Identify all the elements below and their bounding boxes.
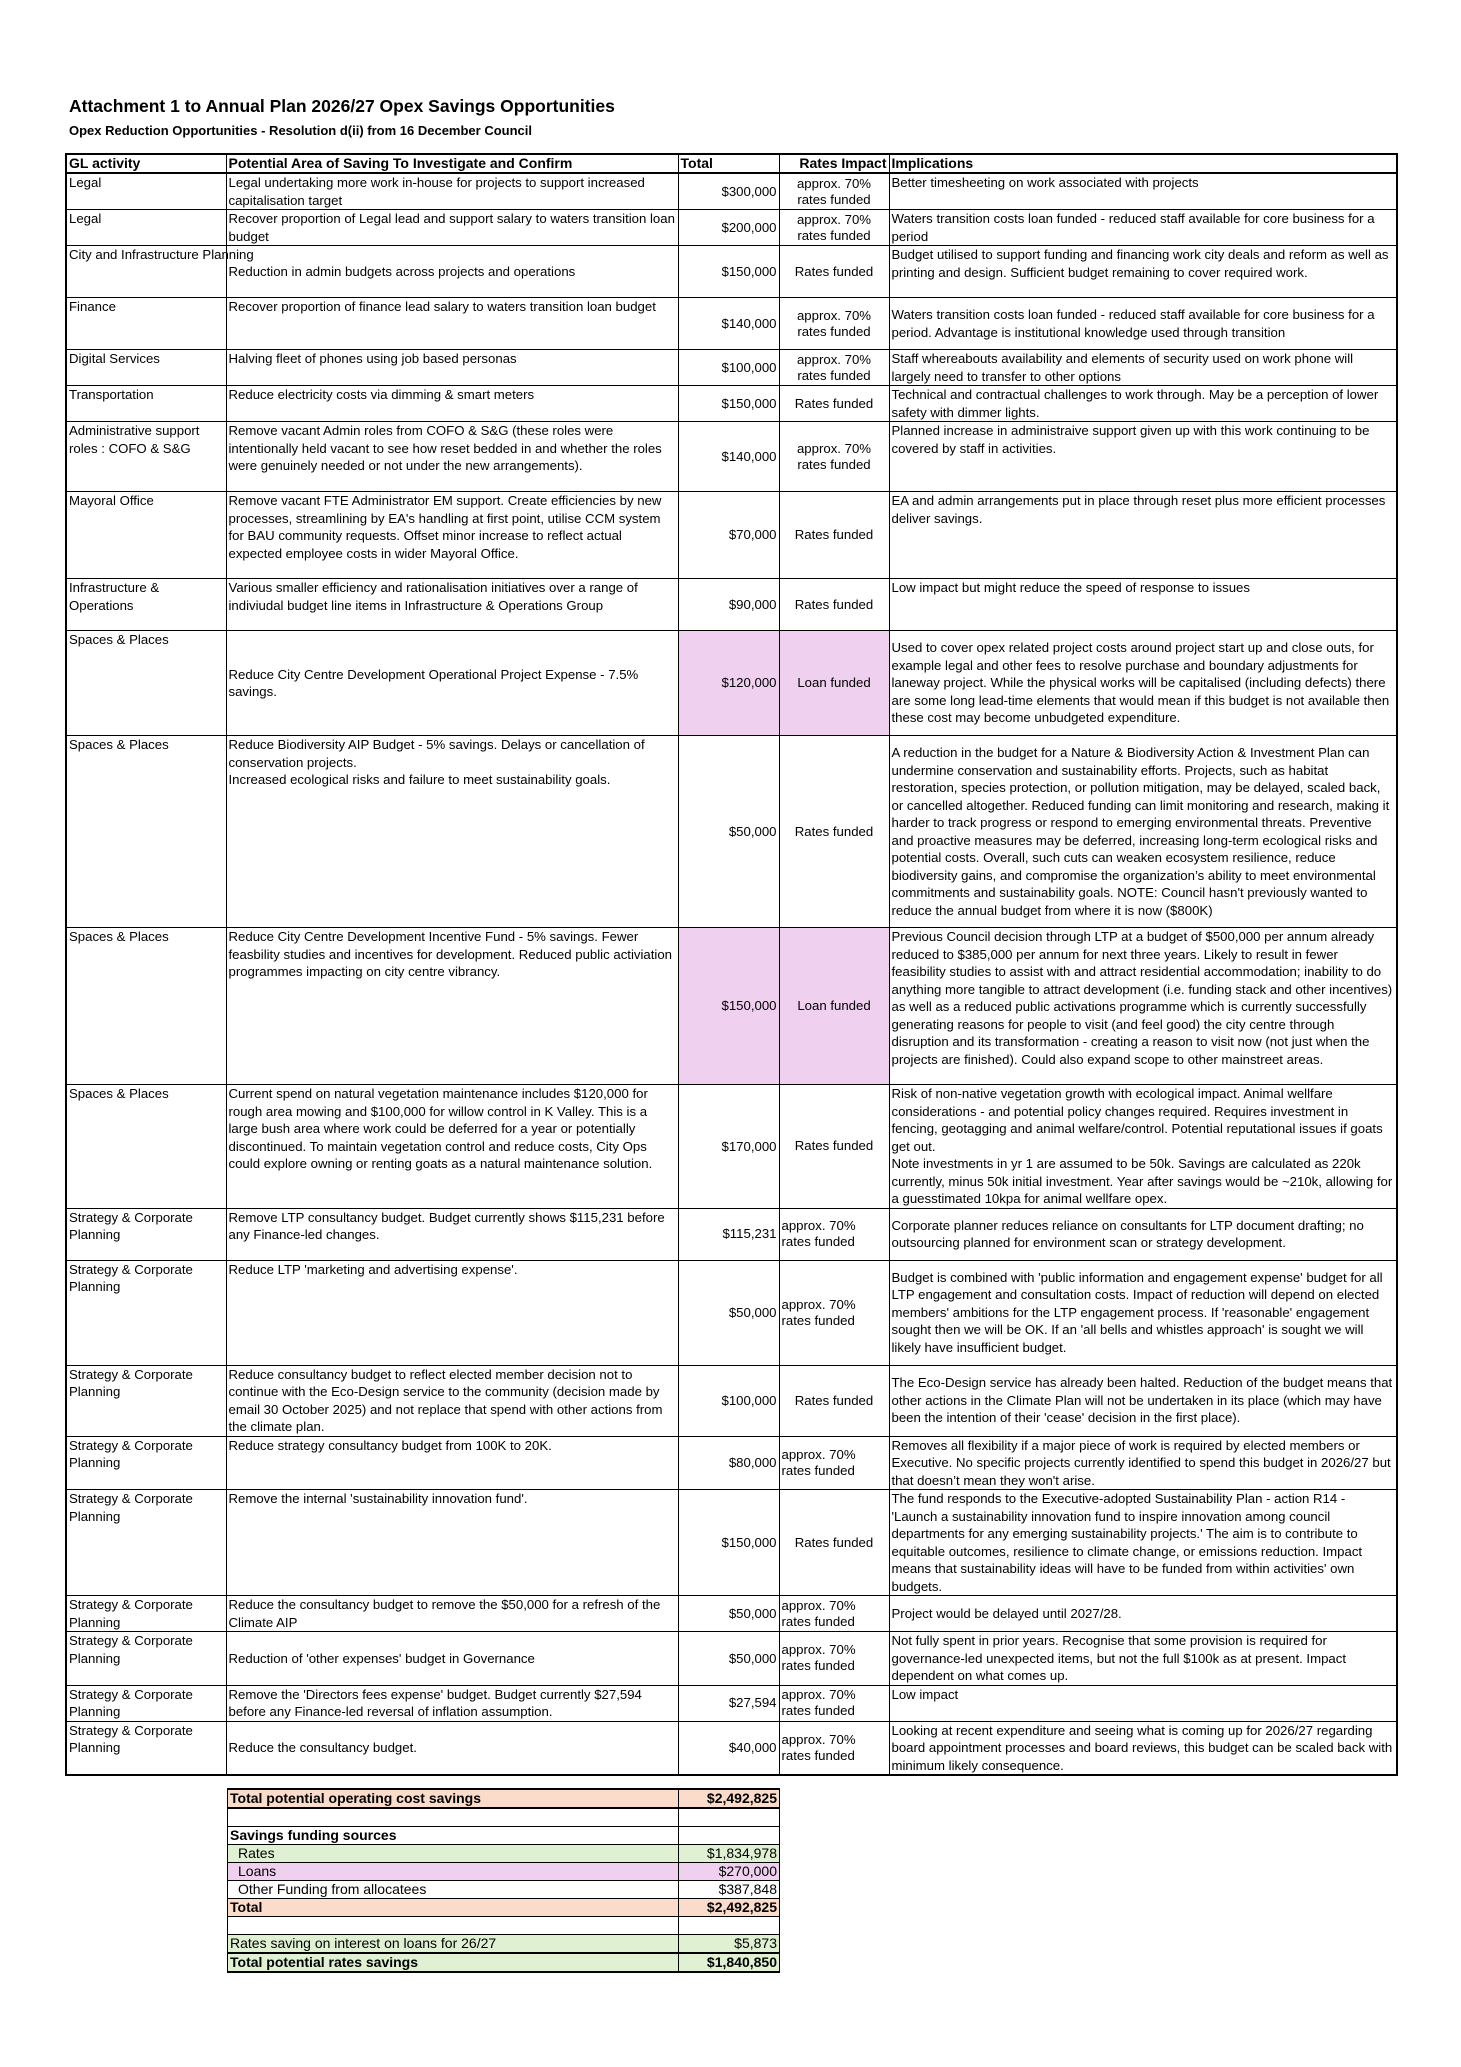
summary-rates-savings-label: Total potential rates savings [228,1953,679,1972]
table-row [66,736,1397,928]
header-implications: Implications [889,154,1397,173]
total-cell: $50,000 [678,1632,779,1686]
gl-activity-cell: Spaces & Places [66,928,226,1085]
saving-area-cell: Reduction in admin budgets across projects and operations [226,246,678,298]
total-cell: $300,000 [678,173,779,210]
rates-impact-cell: approx. 70% rates funded [779,1260,889,1365]
saving-area-cell: Reduce strategy consultancy budget from 100K to 20K. [226,1436,678,1490]
table-row [66,246,1397,298]
implications-cell: Waters transition costs loan funded - reduced staff available for core business for a period [889,210,1397,246]
gl-activity-cell: Spaces & Places [66,1085,226,1209]
saving-area-cell: Reduce City Centre Development Operational Project Expense - 7.5% savings. [226,631,678,736]
table-row [66,631,1397,736]
implications-cell: Staff whereabouts availability and elements of security used on work phone will largely need to transfer to other options [889,350,1397,386]
gl-activity-cell: Legal [66,173,226,210]
rates-impact-cell: Rates funded [779,1085,889,1209]
total-cell: $50,000 [678,1596,779,1632]
rates-impact-cell: approx. 70% rates funded [779,1721,889,1775]
rates-impact-cell: approx. 70% rates funded [779,1632,889,1686]
summary-rates-savings-row [228,1953,780,1972]
summary-rates-row [228,1845,780,1863]
implications-cell: Better timesheeting on work associated with projects [889,173,1397,210]
saving-area-cell: Reduction of 'other expenses' budget in Governance [226,1632,678,1686]
table-row [66,210,1397,246]
total-cell: $150,000 [678,1490,779,1596]
gl-activity-cell: Spaces & Places [66,631,226,736]
table-row [66,386,1397,422]
saving-area-cell: Remove the internal 'sustainability innovation fund'. [226,1490,678,1596]
gl-activity-cell: Mayoral Office [66,492,226,579]
summary-other-value: $387,848 [679,1881,780,1899]
page-subtitle: Opex Reduction Opportunities - Resolution d(ii) from 16 December Council [69,123,532,138]
table-row [66,422,1397,492]
implications-cell: Looking at recent expenditure and seeing what is coming up for 2026/27 regarding board appointment processes and board reviews, this budget can be scaled back with minimum likely consequence. [889,1721,1397,1775]
summary-other-row [228,1881,780,1899]
implications-cell: Not fully spent in prior years. Recognise that some provision is required for governance-led unexpected items, but not the full $100k as at present. Impact dependent on what comes up. [889,1632,1397,1686]
summary-grand-label: Total [228,1899,679,1917]
total-cell: $70,000 [678,492,779,579]
gl-activity-cell: Digital Services [66,350,226,386]
rates-impact-cell: Rates funded [779,1365,889,1436]
total-cell: $40,000 [678,1721,779,1775]
saving-area-cell: Halving fleet of phones using job based personas [226,350,678,386]
implications-cell: Budget is combined with 'public information and engagement expense' budget for all LTP engagement and consultation costs. Impact of reduction will depend on elected members' ambitions for the LTP engagement process. If 'reasonable' engagement sought then we will be OK. If an 'all bells and whistles approach' is sought we will likely have insufficient budget. [889,1260,1397,1365]
summary-total-label: Total potential operating cost savings [228,1789,679,1808]
summary-table [227,1788,780,1973]
gl-activity-cell: Legal [66,210,226,246]
rates-impact-cell: Loan funded [779,928,889,1085]
saving-area-cell: Remove vacant Admin roles from COFO & S&G (these roles were intentionally held vacant to see how reset bedded in and whether the roles were genuinely needed or not under the new arrangements). [226,422,678,492]
opex-savings-table [65,153,1398,1776]
implications-cell: The Eco-Design service has already been halted. Reduction of the budget means that other actions in the Climate Plan will not be undertaken in its place (which may have been the intention of their 'cease' decision in the first place). [889,1365,1397,1436]
total-cell: $140,000 [678,298,779,350]
summary-loans-label: Loans [228,1863,679,1881]
header-gl-activity: GL activity [66,154,226,173]
rates-impact-cell: approx. 70% rates funded [779,1436,889,1490]
gl-activity-cell: City and Infrastructure Planning [66,246,226,298]
summary-total-row [228,1789,780,1808]
table-row [66,1208,1397,1260]
total-cell: $27,594 [678,1685,779,1721]
gl-activity-cell: Strategy & Corporate Planning [66,1685,226,1721]
total-cell: $80,000 [678,1436,779,1490]
gl-activity-cell: Finance [66,298,226,350]
table-row [66,1490,1397,1596]
table-row [66,350,1397,386]
gl-activity-cell: Spaces & Places [66,736,226,928]
header-potential-area: Potential Area of Saving To Investigate and Confirm [226,154,678,173]
rates-impact-cell: approx. 70% rates funded [779,210,889,246]
total-cell: $150,000 [678,928,779,1085]
summary-rates-savings-value: $1,840,850 [679,1953,780,1972]
summary-loans-row [228,1863,780,1881]
saving-area-cell: Remove the 'Directors fees expense' budget. Budget currently $27,594 before any Finance-led reversal of inflation assumption. [226,1685,678,1721]
table-row [66,1721,1397,1775]
saving-area-cell: Reduce LTP 'marketing and advertising expense'. [226,1260,678,1365]
table-row [66,1260,1397,1365]
saving-area-cell: Legal undertaking more work in-house for projects to support increased capitalisation target [226,173,678,210]
summary-grand-value: $2,492,825 [679,1899,780,1917]
gl-activity-cell: Transportation [66,386,226,422]
saving-area-cell: Reduce the consultancy budget. [226,1721,678,1775]
implications-cell: Project would be delayed until 2027/28. [889,1596,1397,1632]
rates-impact-cell: approx. 70% rates funded [779,1596,889,1632]
implications-cell: Previous Council decision through LTP at a budget of $500,000 per annum already reduced to $385,000 per annum for next three years. Likely to result in fewer feasibility studies to assist with and attract residential accommodation; inability to do anything more tangible to attract development (i.e. funding stack and other incentives) as well as a reduced public activations programme which is currently successfully generating reasons for people to visit (and feel good) the city centre through disruption and its transformation - creating a reason to visit now (not just when the projects are finished). Could also expand scope to other mainstreet areas. [889,928,1397,1085]
saving-area-cell: Remove vacant FTE Administrator EM support. Create efficiencies by new processes, streamlining by EA's handling at first point, utilise CCM system for BAU community requests. Offset minor increase to reflect actual expected employee costs in wider Mayoral Office. [226,492,678,579]
total-cell: $140,000 [678,422,779,492]
rates-impact-cell: approx. 70% rates funded [779,1685,889,1721]
total-cell: $90,000 [678,579,779,631]
gl-activity-cell: Strategy & Corporate Planning [66,1365,226,1436]
gl-activity-cell: Strategy & Corporate Planning [66,1208,226,1260]
implications-cell: The fund responds to the Executive-adopted Sustainability Plan - action R14 - 'Launch a sustainability innovation fund to inspire innovation among council departments for any emerging sustainability projects.' The aim is to contribute to equitable outcomes, resilience to climate change, or emissions reduction. Impact means that sustainability ideas will have to be funded from within activities' own budgets. [889,1490,1397,1596]
table-row [66,579,1397,631]
header-total: Total [678,154,779,173]
saving-area-cell: Various smaller efficiency and rationalisation initiatives over a range of indiviudal budget line items in Infrastructure & Operations Group [226,579,678,631]
total-cell: $115,231 [678,1208,779,1260]
page-title: Attachment 1 to Annual Plan 2026/27 Opex Savings Opportunities [69,96,615,116]
table-row [66,1596,1397,1632]
table-row [66,1685,1397,1721]
total-cell: $170,000 [678,1085,779,1209]
table-row [66,928,1397,1085]
implications-cell: Used to cover opex related project costs around project start up and close outs, for example legal and other fees to resolve purchase and boundary adjustments for laneway project. While the physical works will be capitalised (including defects) there are some long lead-time elements that would mean if this budget is not available then these cost may become unbudgeted expenditure. [889,631,1397,736]
total-cell: $100,000 [678,1365,779,1436]
gl-activity-cell: Strategy & Corporate Planning [66,1632,226,1686]
total-cell: $200,000 [678,210,779,246]
summary-interest-value: $5,873 [679,1935,780,1954]
implications-cell: Corporate planner reduces reliance on consultants for LTP document drafting; no outsourcing planned for environment scan or strategy development. [889,1208,1397,1260]
saving-area-cell: Reduce City Centre Development Incentive Fund - 5% savings. Fewer feasbility studies and incentives for development. Reduced public activiation programmes impacting on city centre vibrancy. [226,928,678,1085]
saving-area-cell: Reduce consultancy budget to reflect elected member decision not to continue with the Eco-Design service to the community (decision made by email 30 October 2025) and not replace that spend with other actions from the climate plan. [226,1365,678,1436]
gl-activity-cell: Strategy & Corporate Planning [66,1596,226,1632]
total-cell: $100,000 [678,350,779,386]
rates-impact-cell: Rates funded [779,579,889,631]
rates-impact-cell: approx. 70% rates funded [779,298,889,350]
table-row [66,1436,1397,1490]
implications-cell: EA and admin arrangements put in place through reset plus more efficient processes deliver savings. [889,492,1397,579]
summary-interest-label: Rates saving on interest on loans for 26/27 [228,1935,679,1954]
summary-interest-row [228,1935,780,1954]
rates-impact-cell: approx. 70% rates funded [779,350,889,386]
table-row [66,492,1397,579]
table-row [66,1632,1397,1686]
summary-sources-row [228,1827,780,1845]
total-cell: $50,000 [678,1260,779,1365]
saving-area-cell: Reduce electricity costs via dimming & smart meters [226,386,678,422]
implications-cell: Low impact but might reduce the speed of response to issues [889,579,1397,631]
implications-cell: Low impact [889,1685,1397,1721]
summary-rates-label: Rates [228,1845,679,1863]
rates-impact-cell: Loan funded [779,631,889,736]
implications-cell: Planned increase in administraive support given up with this work continuing to be covered by staff in activities. [889,422,1397,492]
rates-impact-cell: approx. 70% rates funded [779,422,889,492]
summary-spacer [228,1917,780,1935]
table-row [66,298,1397,350]
table-row [66,1085,1397,1209]
implications-cell: Risk of non-native vegetation growth with ecological impact. Animal wellfare considerations - and potential policy changes required. Requires investment in fencing, geotagging and animal welfare/control. Potential reputational issues if goats get out. Note investments in yr 1 are assumed to be 50k. Savings are calculated as 220k currently, minus 50k initial investment. Year after savings would be ~210k, allowing for a guesstimated 10kpa for animal wellfare opex. [889,1085,1397,1209]
saving-area-cell: Reduce the consultancy budget to remove the $50,000 for a refresh of the Climate AIP [226,1596,678,1632]
summary-spacer [228,1808,780,1827]
total-cell: $150,000 [678,246,779,298]
total-cell: $120,000 [678,631,779,736]
gl-activity-cell: Administrative support roles : COFO & S&G [66,422,226,492]
gl-activity-cell: Strategy & Corporate Planning [66,1490,226,1596]
implications-cell: Waters transition costs loan funded - reduced staff available for core business for a period. Advantage is institutional knowledge used through transition [889,298,1397,350]
gl-activity-cell: Infrastructure & Operations [66,579,226,631]
rates-impact-cell: Rates funded [779,386,889,422]
table-row [66,1365,1397,1436]
table-row [66,173,1397,210]
gl-activity-cell: Strategy & Corporate Planning [66,1260,226,1365]
gl-activity-cell: Strategy & Corporate Planning [66,1721,226,1775]
rates-impact-cell: Rates funded [779,246,889,298]
table-header-row [66,154,1397,173]
rates-impact-cell: approx. 70% rates funded [779,173,889,210]
rates-impact-cell: Rates funded [779,492,889,579]
saving-area-cell: Recover proportion of finance lead salary to waters transition loan budget [226,298,678,350]
gl-activity-cell: Strategy & Corporate Planning [66,1436,226,1490]
implications-cell: Budget utilised to support funding and financing work city deals and reform as well as printing and design. Sufficient budget remaining to cover required work. [889,246,1397,298]
rates-impact-cell: Rates funded [779,1490,889,1596]
summary-loans-value: $270,000 [679,1863,780,1881]
total-cell: $50,000 [678,736,779,928]
rates-impact-cell: approx. 70% rates funded [779,1208,889,1260]
header-rates-impact: Rates Impact [779,154,889,173]
summary-rates-value: $1,834,978 [679,1845,780,1863]
rates-impact-cell: Rates funded [779,736,889,928]
implications-cell: Technical and contractual challenges to work through. May be a perception of lower safety with dimmer lights. [889,386,1397,422]
implications-cell: Removes all flexibility if a major piece of work is required by elected members or Executive. No specific projects currently identified to spend this budget in 2026/27 but that doesn’t mean they won't arise. [889,1436,1397,1490]
implications-cell: A reduction in the budget for a Nature & Biodiversity Action & Investment Plan can undermine conservation and sustainability efforts. Projects, such as habitat restoration, species protection, or pollution mitigation, may be delayed, scaled back, or cancelled altogether. Reduced funding can limit monitoring and research, making it harder to track progress or respond to emerging environmental threats. Preventive and proactive measures may be deferred, increasing long-term ecological risks and potential costs. Overall, such cuts can weaken ecosystem resilience, reduce biodiversity gains, and compromise the organization’s ability to meet environmental commitments and sustainability goals. NOTE: Council hasn't previously wanted to reduce the annual budget from where it is now ($800K) [889,736,1397,928]
total-cell: $150,000 [678,386,779,422]
summary-grand-total-row [228,1899,780,1917]
saving-area-cell: Remove LTP consultancy budget. Budget currently shows $115,231 before any Finance-led changes. [226,1208,678,1260]
saving-area-cell: Current spend on natural vegetation maintenance includes $120,000 for rough area mowing and $100,000 for willow control in K Valley. This is a large bush area where work could be deferred for a year or potentially discontinued. To maintain vegetation control and reduce costs, City Ops could explore owning or renting goats as a natural maintenance solution. [226,1085,678,1209]
summary-sources-label: Savings funding sources [228,1827,679,1845]
saving-area-cell: Reduce Biodiversity AIP Budget - 5% savings. Delays or cancellation of conservation projects. Increased ecological risks and failure to meet sustainability goals. [226,736,678,928]
summary-total-value: $2,492,825 [679,1789,780,1808]
summary-other-label: Other Funding from allocatees [228,1881,679,1899]
saving-area-cell: Recover proportion of Legal lead and support salary to waters transition loan budget [226,210,678,246]
